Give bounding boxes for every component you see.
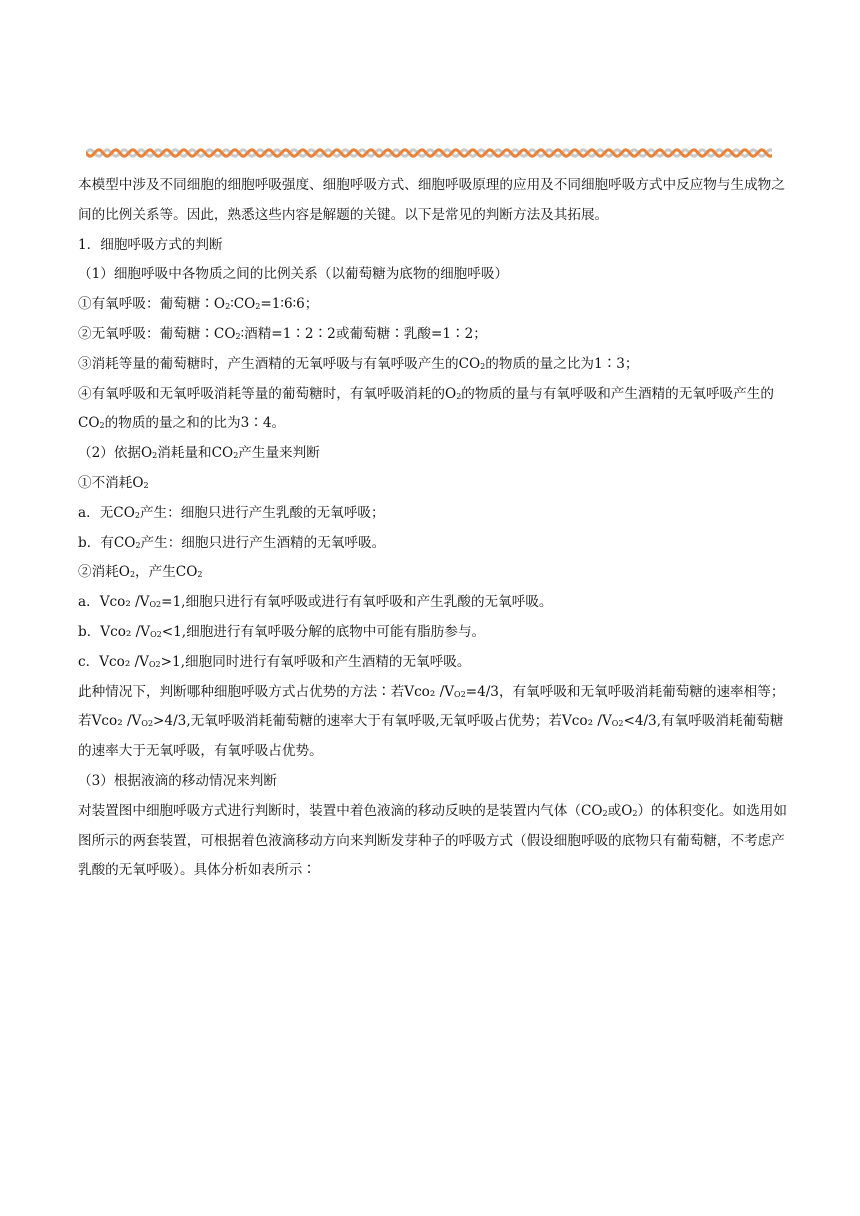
intro-paragraph [78, 171, 788, 231]
subscript-2: 2 [235, 331, 241, 341]
ratio-aerobic-mid: ∶CO [230, 296, 256, 313]
case-no-o2-b-post: 产生：细胞只进行产生酒精的无氧呼吸。 [140, 534, 386, 551]
droplet-pre: 对装置图中细胞呼吸方式进行判断时，装置中着色液滴的移动反映的是装置内气体（CO [78, 802, 603, 819]
ratio-o2-co2-mid: 的物质的量与有氧呼吸和产生酒精的无氧呼吸产生的CO [78, 385, 774, 432]
dominance-mid-2: >4/3,无氧呼吸消耗葡萄糖的速率大于有氧呼吸,无氧呼吸占优势；若Vco₂ /V [153, 713, 612, 730]
case-o2-co2-mid: ，产生CO [135, 564, 198, 581]
subsection-2-title-mid: 消耗量和CO [157, 445, 234, 462]
case-no-o2-b-pre: b．有CO [78, 534, 136, 551]
ratio-anaerobic-post: ∶酒精=1∶2∶2或葡萄糖∶乳酸=1∶2； [240, 325, 487, 342]
dominance-pre: 此种情况下，判断哪种细胞呼吸方式占优势的方法∶若Vco₂ /V [78, 683, 455, 700]
subsection-2-title-post: 产生量来判断 [238, 445, 320, 462]
case-no-o2-b [78, 529, 788, 559]
decorative-wave-divider [86, 144, 772, 162]
ratio-equal-glucose-pre: ③消耗等量的葡萄糖时，产生酒精的无氧呼吸与有氧呼吸产生的CO [78, 355, 481, 372]
ratio-anaerobic [78, 320, 788, 350]
subscript-2: 2 [255, 302, 261, 312]
subscript-o2: O2 [149, 600, 162, 610]
ratio-aerobic-post: =1∶6∶6； [260, 296, 319, 313]
ratio-anaerobic-pre: ②无氧呼吸：葡萄糖∶CO [78, 325, 236, 342]
ratio-o2-co2-post: 的物质的量之和的比为3∶4。 [104, 415, 286, 432]
subscript-2: 2 [602, 808, 608, 818]
subscript-2: 2 [480, 361, 486, 371]
case-no-o2-a-post: 产生：细胞只进行产生乳酸的无氧呼吸； [139, 504, 385, 521]
case-no-o2-a [78, 499, 788, 529]
subsection-2-title [78, 439, 788, 469]
section-1-title [78, 231, 788, 261]
subscript-2: 2 [456, 391, 462, 401]
ratio-o2-co2-pre: ④有氧呼吸和无氧呼吸消耗等量的葡萄糖时，有氧呼吸消耗的O [78, 385, 457, 402]
case-o2-co2-a-post: =1,细胞只进行有氧呼吸或进行有氧呼吸和产生乳酸的无氧呼吸。 [161, 594, 553, 611]
subscript-2: 2 [197, 570, 203, 580]
subsection-3-title-text: （3）根据液滴的移动情况来判断 [78, 772, 277, 789]
case-o2-co2-c-post: >1,细胞同时进行有氧呼吸和产生酒精的无氧呼吸。 [160, 653, 471, 670]
subscript-2: 2 [233, 451, 239, 461]
subscript-2: 2 [152, 451, 158, 461]
case-o2-co2-b [78, 618, 788, 648]
case-no-o2-text: ①不消耗O [78, 474, 144, 491]
section-1-title-text: 1．细胞呼吸方式的判断 [78, 236, 223, 253]
subsection-1-title-text: （1）细胞呼吸中各物质之间的比例关系（以葡萄糖为底物的细胞呼吸） [78, 266, 509, 283]
case-o2-co2-pre: ②消耗O [78, 564, 130, 581]
subscript-2: 2 [632, 808, 638, 818]
case-o2-co2-a [78, 588, 788, 618]
subscript-2: 2 [143, 480, 149, 490]
subscript-2: 2 [225, 302, 231, 312]
dominance-paragraph [78, 678, 788, 767]
subscript-o2: O2 [149, 659, 161, 669]
intro-text: 本模型中涉及不同细胞的细胞呼吸强度、细胞呼吸方式、细胞呼吸原理的应用及不同细胞呼吸方式中反应物与生成物之间的比例关系等。因此，熟悉这些内容是解题的关键。以下是常见的判断方法及其拓展。 [78, 177, 785, 223]
case-o2-co2-b-pre: b．Vco₂ /V [78, 623, 151, 640]
droplet-post: ）的体积变化。如选用如图所示的两套装置，可根据着色液滴移动方向来判断发芽种子的呼吸方式（假设细胞呼吸的底物只有葡萄糖，不考虑产乳酸的无氧呼吸）。具体分析如表所示∶ [78, 802, 787, 879]
subsection-3-title [78, 767, 788, 797]
subsection-2-title-pre: （2）依据O [78, 445, 153, 462]
droplet-paragraph [78, 797, 788, 886]
ratio-o2-co2 [78, 380, 788, 440]
case-no-o2-a-pre: a．无CO [78, 504, 135, 521]
subsection-1-title [78, 260, 788, 290]
subscript-o2: O2 [150, 629, 162, 639]
subscript-2: 2 [134, 510, 140, 520]
case-o2-co2-b-post: <1,细胞进行有氧呼吸分解的底物中可能有脂肪参与。 [161, 623, 486, 640]
ratio-equal-glucose [78, 350, 788, 380]
case-no-o2 [78, 469, 788, 499]
droplet-mid: 或O [607, 802, 633, 819]
case-o2-co2-a-pre: a．Vco₂ /V [78, 594, 150, 611]
case-o2-co2 [78, 558, 788, 588]
document-body [78, 171, 788, 886]
subscript-2: 2 [135, 540, 141, 550]
ratio-aerobic-pre: ①有氧呼吸：葡萄糖∶O [78, 296, 226, 313]
subscript-2: 2 [129, 570, 136, 580]
subscript-o2: O2 [611, 719, 624, 729]
ratio-equal-glucose-post: 的物质的量之比为1∶3； [485, 355, 639, 372]
ratio-aerobic [78, 290, 788, 320]
case-o2-co2-c-pre: c．Vco₂ /V [78, 653, 149, 670]
case-o2-co2-c [78, 648, 788, 678]
dominance-mid-1: =4/3，有氧呼吸和无氧呼吸消耗葡萄糖的速率相等；若Vco₂ /V [78, 683, 785, 730]
subscript-o2: O2 [141, 719, 154, 729]
subscript-o2: O2 [454, 689, 466, 699]
subscript-2: 2 [99, 421, 105, 431]
dominance-post: <4/3,有氧呼吸消耗葡萄糖的速率大于无氧呼吸，有氧呼吸占优势。 [78, 713, 784, 760]
